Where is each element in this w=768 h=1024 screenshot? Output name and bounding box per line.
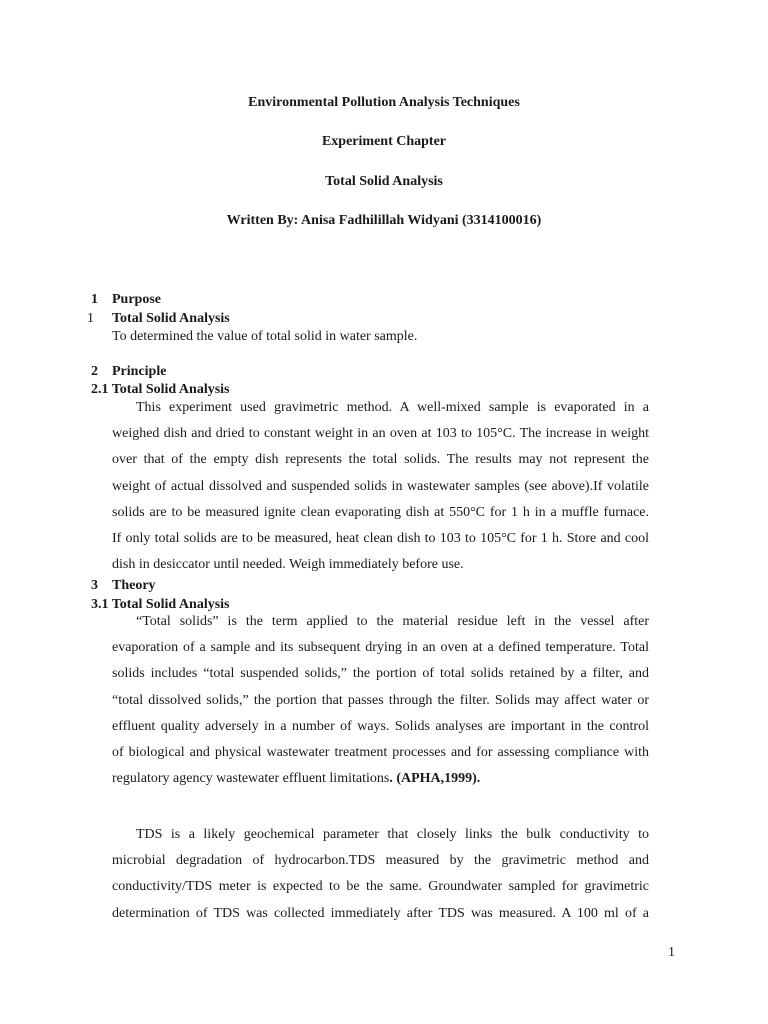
citation: . (APHA,1999). (389, 771, 481, 787)
paragraph-line: If only total solids are to be measured, heat clean dish to 103 to 105°C for 1 h. Store and cool (112, 530, 649, 546)
principle-paragraph (112, 395, 649, 578)
theory-paragraph (112, 609, 649, 792)
paragraph-line: over that of the empty dish represents the total solids. The results may not represent the (112, 452, 649, 468)
section-title-theory: Theory (112, 578, 156, 593)
section-number-principle: 2 (91, 364, 98, 379)
section-title-principle: Principle (112, 364, 167, 379)
paragraph-line: evaporation of a sample and its subsequent drying in an oven at a defined temperature. Total (112, 640, 649, 656)
paragraph-line: “Total solids” is the term applied to the material residue left in the vessel after (136, 614, 649, 629)
paragraph-line: conductivity/TDS meter is expected to be the same. Groundwater sampled for gravimetric (112, 879, 649, 895)
paragraph-line: microbial degradation of hydrocarbon.TDS measured by the gravimetric method and (112, 853, 649, 869)
paragraph-line: weight of actual dissolved and suspended solids in wastewater samples (see above).If volatile (112, 478, 649, 494)
course-title: Environmental Pollution Analysis Techniques (248, 95, 520, 110)
subsection-title-principle: 2.1 Total Solid Analysis (91, 382, 230, 397)
paragraph-line: dish in desiccator until needed. Weigh immediately before use. (112, 557, 464, 573)
section-number-purpose: 1 (91, 292, 98, 307)
subsection-number-purpose: 1 (87, 311, 94, 326)
paragraph-line-text: regulatory agency wastewater effluent limitations (112, 771, 390, 787)
subsection-title-theory: 3.1 Total Solid Analysis (91, 597, 230, 612)
paragraph-line: determination of TDS was collected immediately after TDS was measured. A 100 ml of a (112, 905, 649, 921)
paragraph-line-last (112, 766, 649, 792)
paragraph-line: TDS is a likely geochemical parameter that closely links the bulk conductivity to (136, 827, 649, 842)
paragraph-line: of biological and physical wastewater treatment processes and for assessing compliance with (112, 744, 649, 760)
paragraph-line: effluent quality adversely in a number of ways. Solids analyses are important in the control (112, 718, 649, 734)
chapter-title: Experiment Chapter (321, 134, 447, 149)
page-number: 1 (668, 945, 675, 960)
paragraph-line: solids includes “total suspended solids,” the portion of total solids retained by a filter, and (112, 666, 649, 682)
paragraph-line: “total dissolved solids,” the portion that passes through the filter. Solids may affect water or (112, 692, 649, 708)
paragraph-line: solids are to be measured ignite clean evaporating dish at 550°C for 1 h in a muffle furnace. (112, 504, 649, 520)
author-line: Written By: Anisa Fadhilillah Widyani (3314100016) (226, 213, 542, 228)
paragraph-line: This experiment used gravimetric method. A well-mixed sample is evaporated in a (136, 400, 649, 415)
paragraph-line: weighed dish and dried to constant weight in an oven at 103 to 105°C. The increase in weight (112, 426, 649, 442)
topic-title: Total Solid Analysis (325, 174, 443, 189)
subsection-title-purpose: Total Solid Analysis (112, 311, 230, 326)
purpose-text: To determined the value of total solid in water sample. (112, 329, 418, 344)
section-title-purpose: Purpose (112, 292, 161, 307)
section-number-theory: 3 (91, 578, 98, 593)
tds-paragraph (112, 822, 649, 927)
